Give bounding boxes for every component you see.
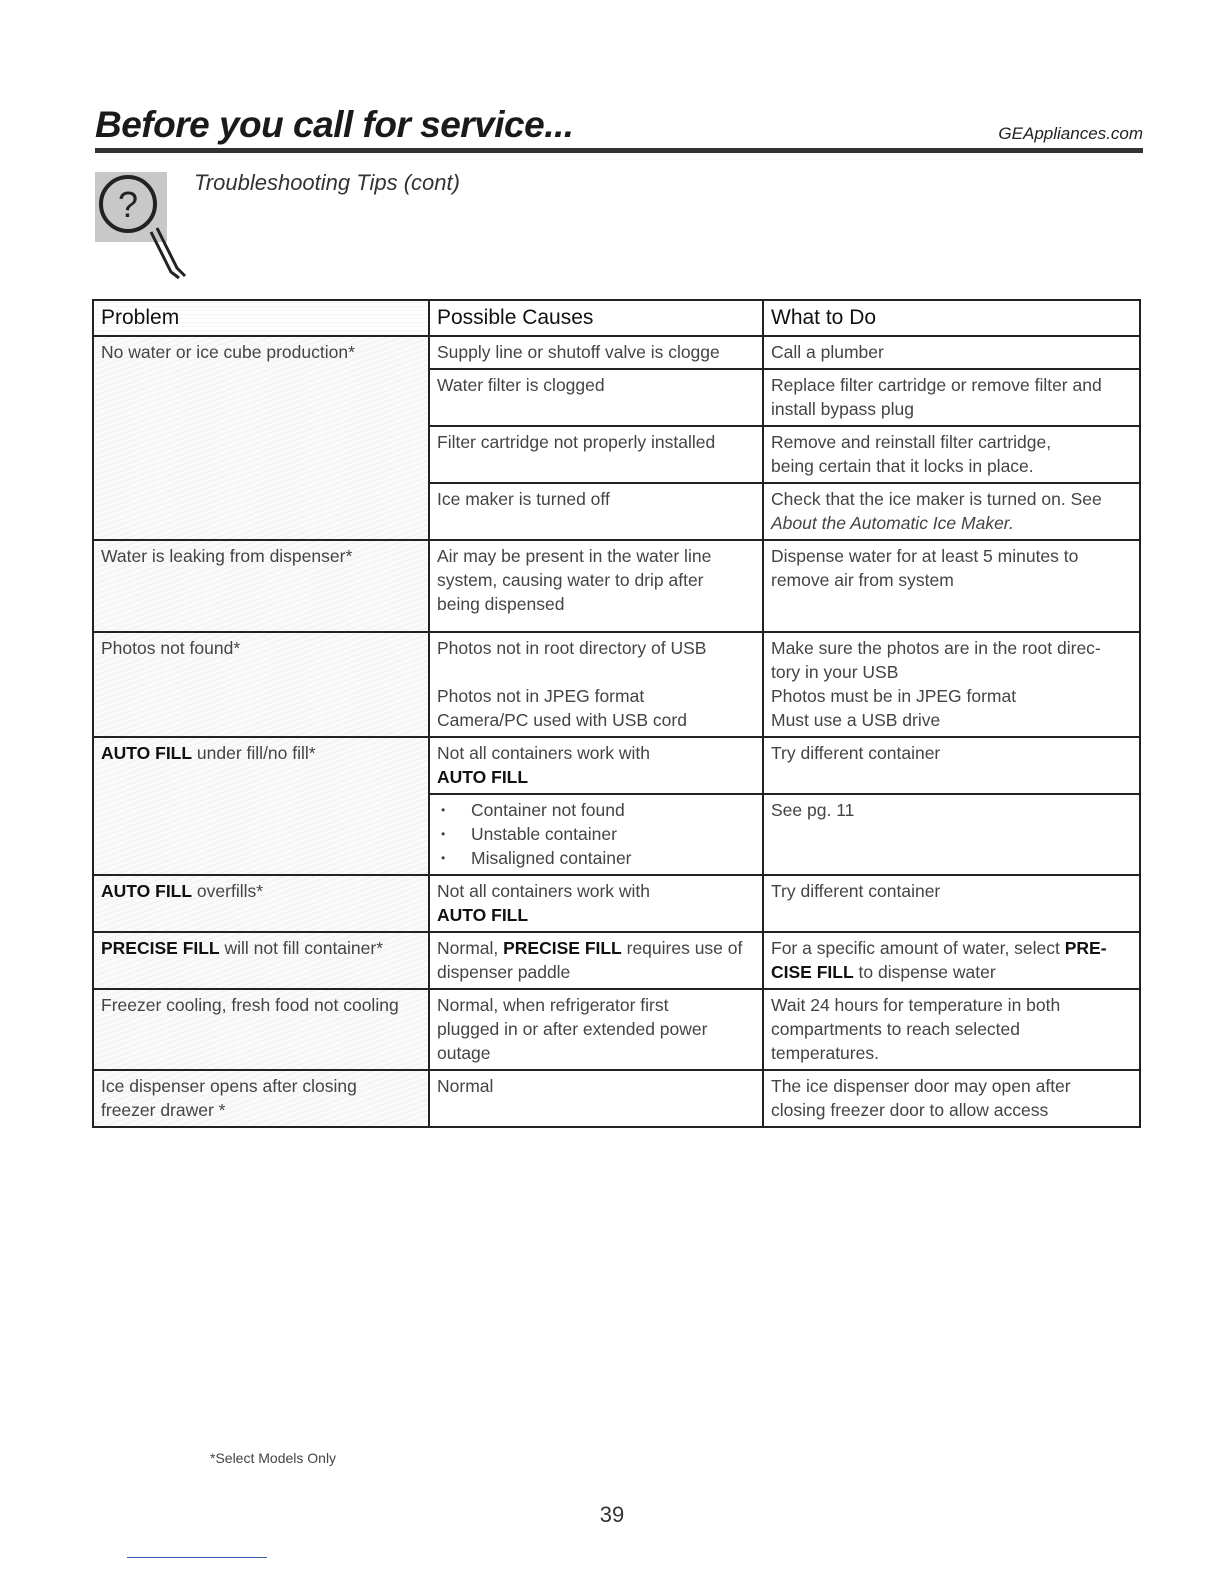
cell-line — [771, 660, 1132, 684]
what-to-do-cell — [763, 875, 1140, 932]
cell-line — [437, 544, 755, 568]
table-row — [93, 336, 1140, 369]
troubleshooting-table — [92, 299, 1141, 1128]
cell-line — [771, 568, 1132, 592]
text-segment: temperatures. — [771, 1043, 879, 1063]
website-label: GEAppliances.com — [998, 124, 1143, 143]
what-to-do-cell — [763, 336, 1140, 369]
text-segment: to dispense water — [853, 962, 996, 982]
what-to-do-cell — [763, 369, 1140, 426]
page-number: 39 — [599, 1502, 625, 1527]
text-segment: Normal — [437, 1076, 494, 1096]
cell-line — [437, 1074, 755, 1098]
text-segment: Remove and reinstall filter cartridge, — [771, 432, 1052, 452]
cell-line — [771, 454, 1132, 478]
cell-line — [771, 340, 1132, 364]
what-to-do-cell — [763, 932, 1140, 989]
cell-line — [101, 741, 421, 765]
cell-line — [437, 568, 755, 592]
text-segment: No water or ice cube production* — [101, 342, 355, 362]
cell-line — [771, 487, 1132, 511]
text-segment: Dispense water for at least 5 minutes to — [771, 546, 1079, 566]
cell-line — [771, 1041, 1132, 1065]
table-row — [93, 989, 1140, 1070]
cell-line — [437, 592, 755, 616]
text-segment: Freezer cooling, fresh food not cooling — [101, 995, 399, 1015]
text-segment: Replace filter cartridge or remove filter and — [771, 375, 1102, 395]
table-body — [93, 336, 1140, 1127]
text-segment: Check that the ice maker is turned on. See — [771, 489, 1102, 509]
text-segment: Photos not in JPEG format — [437, 686, 645, 706]
cell-line — [437, 960, 755, 984]
cell-line — [437, 993, 755, 1017]
text-segment: system, causing water to drip after — [437, 570, 704, 590]
problem-cell — [93, 1070, 429, 1127]
text-segment: Try different container — [771, 743, 941, 763]
problem-cell — [93, 875, 429, 932]
possible-causes-cell — [429, 483, 763, 540]
bold-text: AUTO FILL — [101, 881, 193, 901]
bold-text: PRECISE FILL — [503, 938, 622, 958]
header-what-to-do: What to Do — [763, 300, 1140, 336]
cell-line — [101, 936, 421, 960]
possible-causes-cell — [429, 794, 763, 875]
cell-line — [771, 1098, 1132, 1122]
cell-line — [101, 1098, 421, 1122]
cell-line — [101, 993, 421, 1017]
text-segment: Air may be present in the water line — [437, 546, 712, 566]
cell-line — [771, 430, 1132, 454]
problem-cell — [93, 632, 429, 737]
footnote: *Select Models Only — [210, 1450, 337, 1466]
text-segment: Supply line or shutoff valve is clogge — [437, 342, 720, 362]
text-segment: requires use of — [621, 938, 743, 958]
bold-text: PRECISE FILL — [101, 938, 220, 958]
cell-line — [437, 660, 755, 684]
text-segment: Normal, — [437, 938, 504, 958]
cell-line — [101, 340, 421, 364]
header-rule — [95, 148, 1143, 153]
text-segment: plugged in or after extended power — [437, 1019, 708, 1039]
svg-text:?: ? — [117, 184, 139, 225]
text-segment: tory in your USB — [771, 662, 899, 682]
possible-causes-cell — [429, 875, 763, 932]
text-segment: Photos must be in JPEG format — [771, 686, 1017, 706]
text-segment: Camera/PC used with USB cord — [437, 710, 687, 730]
text-segment: will not fill container* — [219, 938, 384, 958]
table-row — [93, 1070, 1140, 1127]
cell-line — [437, 741, 755, 765]
text-segment: Filter cartridge not properly installed — [437, 432, 716, 452]
possible-causes-cell — [429, 737, 763, 794]
cell-line — [437, 903, 755, 927]
cell-line — [437, 879, 755, 903]
text-segment: Ice maker is turned off — [437, 489, 610, 509]
possible-causes-cell — [429, 989, 763, 1070]
text-segment: Must use a USB drive — [771, 710, 941, 730]
cell-line — [771, 544, 1132, 568]
text-segment: Make sure the photos are in the root direc- — [771, 638, 1101, 658]
header-possible-causes: Possible Causes — [429, 300, 763, 336]
header-problem: Problem — [93, 300, 429, 336]
text-segment: For a specific amount of water, select — [771, 938, 1065, 958]
text-segment: freezer drawer * — [101, 1100, 226, 1120]
table-header-row — [93, 300, 1140, 336]
cell-line — [771, 373, 1132, 397]
text-segment: Normal, when refrigerator first — [437, 995, 669, 1015]
problem-cell — [93, 737, 429, 875]
bold-text: PRE- — [1064, 938, 1107, 958]
cell-line — [101, 1074, 421, 1098]
cell-line — [771, 708, 1132, 732]
bold-text: AUTO FILL — [101, 743, 193, 763]
table-row — [93, 932, 1140, 989]
cell-line — [101, 636, 421, 660]
problem-cell — [93, 336, 429, 540]
problem-cell — [93, 932, 429, 989]
cell-line — [437, 430, 755, 454]
cell-line — [437, 636, 755, 660]
text-segment: Call a plumber — [771, 342, 884, 362]
possible-causes-cell — [429, 426, 763, 483]
possible-causes-cell — [429, 1070, 763, 1127]
text-segment: under fill/no fill* — [192, 743, 316, 763]
text-segment: Try different container — [771, 881, 941, 901]
possible-causes-cell — [429, 932, 763, 989]
text-segment: Wait 24 hours for temperature in both — [771, 995, 1061, 1015]
cell-line — [771, 960, 1132, 984]
possible-causes-cell — [429, 369, 763, 426]
text-segment: being certain that it locks in place. — [771, 456, 1034, 476]
text-segment: Photos not found* — [101, 638, 241, 658]
cell-line — [771, 511, 1132, 535]
possible-causes-cell — [429, 540, 763, 632]
table-row — [93, 632, 1140, 737]
italic-text: About the Automatic Ice Maker. — [771, 513, 1014, 533]
bold-text: AUTO FILL — [437, 905, 529, 925]
table-row — [93, 875, 1140, 932]
cell-line — [437, 340, 755, 364]
what-to-do-cell — [763, 989, 1140, 1070]
cell-line — [437, 373, 755, 397]
magnifier-question-icon — [95, 168, 205, 288]
cell-line — [771, 879, 1132, 903]
cell-line — [771, 798, 1132, 822]
what-to-do-cell — [763, 483, 1140, 540]
text-segment: See pg. 11 — [771, 800, 855, 820]
table-row — [93, 737, 1140, 794]
what-to-do-cell — [763, 632, 1140, 737]
text-segment: Water is leaking from dispenser* — [101, 546, 353, 566]
cell-line — [437, 936, 755, 960]
cell-line — [771, 397, 1132, 421]
bold-text: CISE FILL — [771, 962, 854, 982]
possible-causes-cell — [429, 336, 763, 369]
cell-line — [771, 1074, 1132, 1098]
text-segment: remove air from system — [771, 570, 954, 590]
text-segment: outage — [437, 1043, 491, 1063]
cell-line — [101, 879, 421, 903]
bullet-item: • Container not found — [437, 798, 755, 822]
text-segment: Not all containers work with — [437, 881, 650, 901]
bullet-item: • Misaligned container — [437, 846, 755, 870]
cell-line — [437, 684, 755, 708]
what-to-do-cell — [763, 794, 1140, 875]
cell-line — [437, 765, 755, 789]
text-segment: Not all containers work with — [437, 743, 650, 763]
bullet-item: • Unstable container — [437, 822, 755, 846]
section-subtitle: Troubleshooting Tips (cont) — [194, 170, 460, 195]
problem-cell — [93, 989, 429, 1070]
cell-line — [437, 1041, 755, 1065]
text-segment: being dispensed — [437, 594, 565, 614]
bold-text: AUTO FILL — [437, 767, 529, 787]
what-to-do-cell — [763, 540, 1140, 632]
cell-line — [771, 936, 1132, 960]
text-segment: Water filter is clogged — [437, 375, 605, 395]
cell-line — [771, 684, 1132, 708]
text-segment: closing freezer door to allow access — [771, 1100, 1049, 1120]
text-segment: Ice dispenser opens after closing — [101, 1076, 357, 1096]
cell-line — [771, 636, 1132, 660]
bottom-link-line — [127, 1557, 267, 1558]
text-segment: dispenser paddle — [437, 962, 571, 982]
cell-line — [437, 487, 755, 511]
text-segment: compartments to reach selected — [771, 1019, 1021, 1039]
problem-cell — [93, 540, 429, 632]
cell-line — [101, 544, 421, 568]
what-to-do-cell — [763, 426, 1140, 483]
cell-line — [771, 993, 1132, 1017]
page-title: Before you call for service... — [95, 104, 574, 145]
text-segment: overfills* — [192, 881, 264, 901]
table-row — [93, 540, 1140, 632]
what-to-do-cell — [763, 1070, 1140, 1127]
cell-line — [437, 708, 755, 732]
cell-line — [771, 1017, 1132, 1041]
text-segment: The ice dispenser door may open after — [771, 1076, 1071, 1096]
cell-line — [437, 1017, 755, 1041]
text-segment: Photos not in root directory of USB — [437, 638, 707, 658]
possible-causes-cell — [429, 632, 763, 737]
cell-line — [771, 741, 1132, 765]
what-to-do-cell — [763, 737, 1140, 794]
text-segment: install bypass plug — [771, 399, 914, 419]
